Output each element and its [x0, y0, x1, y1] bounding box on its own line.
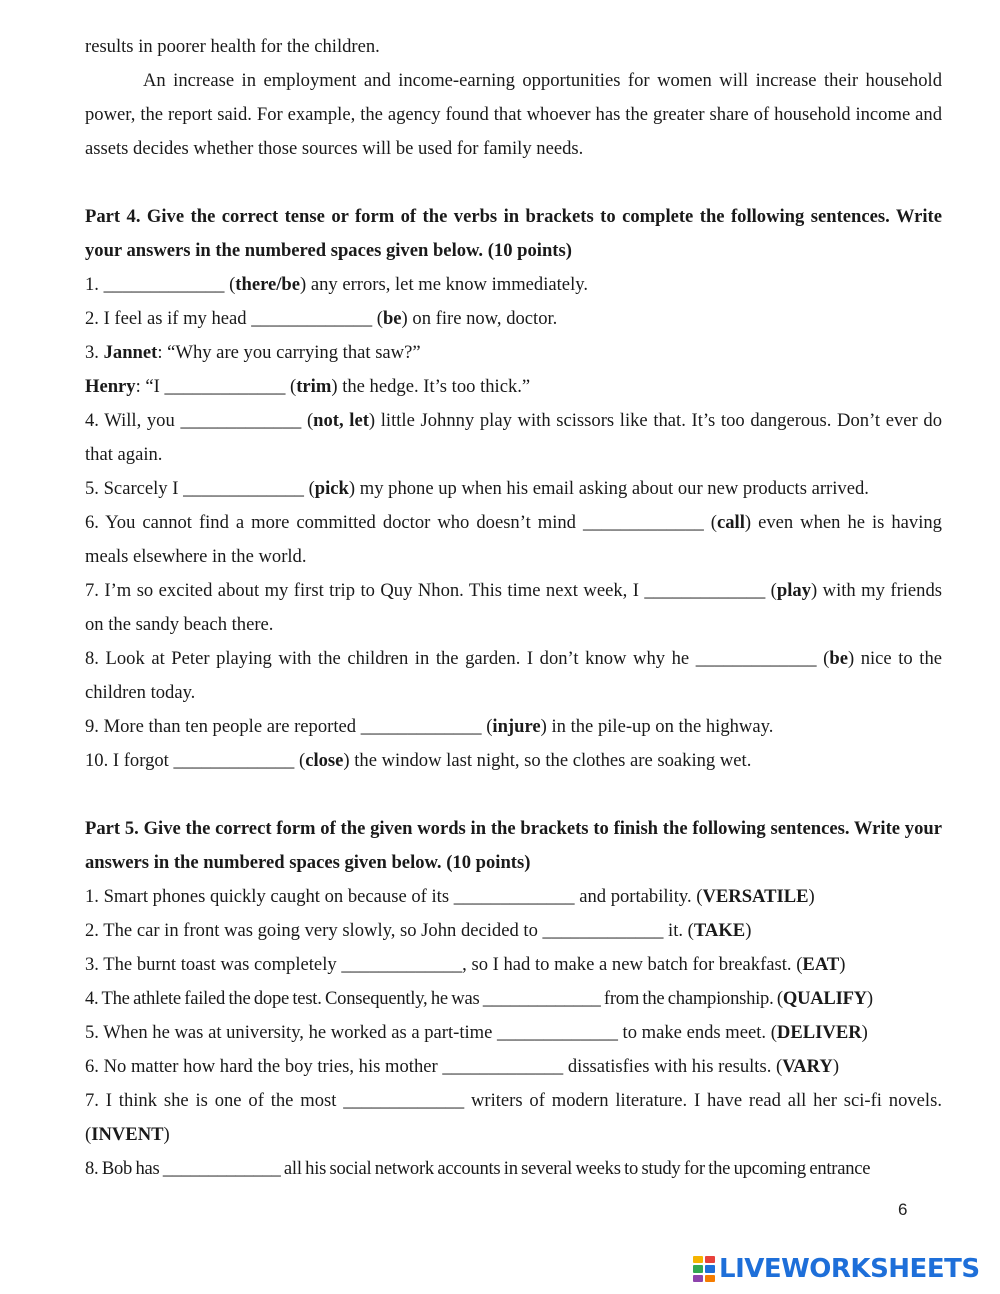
document-page	[85, 30, 942, 1186]
answer-blank[interactable]: _____________	[164, 376, 286, 397]
part5-item-4: 4. The athlete failed the dope test. Consequently, he was _____________ from the championship. (QUALIFY)	[85, 988, 873, 1009]
liveworksheets-icon	[693, 1256, 715, 1282]
verb-cue: close	[305, 750, 344, 771]
answer-blank[interactable]: _____________	[582, 512, 704, 533]
part5-item-5: 5. When he was at university, he worked as a part-time _____________ to make ends meet. (DELIVER)	[85, 1022, 868, 1043]
part5-item-2: 2. The car in front was going very slowly, so John decided to _____________ it. (TAKE)	[85, 920, 752, 941]
part4-heading: Part 4. Give the correct tense or form of the verbs in brackets to complete the following sentences. Write your answers in the numbered spaces given below. (10 points)	[85, 206, 942, 261]
part5-item-3: 3. The burnt toast was completely _____________, so I had to make a new batch for breakfast. (EAT)	[85, 954, 846, 975]
spacer	[85, 166, 942, 200]
answer-blank[interactable]: _____________	[341, 954, 463, 975]
part4-item-3-reply: Henry: “I _____________ (trim) the hedge. It’s too thick.”	[85, 376, 531, 397]
answer-blank[interactable]: _____________	[442, 1056, 564, 1077]
speaker-name: Jannet	[103, 342, 158, 363]
answer-blank[interactable]: _____________	[183, 478, 304, 499]
speaker-name: Henry	[85, 376, 136, 397]
answer-blank[interactable]: _____________	[162, 1158, 281, 1179]
answer-blank[interactable]: _____________	[482, 988, 601, 1009]
liveworksheets-logo[interactable]	[693, 1253, 980, 1285]
answer-blank[interactable]: _____________	[343, 1090, 465, 1111]
answer-blank[interactable]: _____________	[103, 274, 225, 295]
word-cue: INVENT	[91, 1124, 164, 1145]
verb-cue: play	[776, 580, 811, 601]
part5-list	[85, 880, 942, 1186]
word-cue: VARY	[782, 1056, 833, 1077]
answer-blank[interactable]: _____________	[173, 750, 295, 771]
answer-blank[interactable]: _____________	[360, 716, 482, 737]
page-number: 6	[898, 1200, 908, 1219]
answer-blank[interactable]: _____________	[542, 920, 664, 941]
word-cue: VERSATILE	[702, 886, 809, 907]
part4-item-9: 9. More than ten people are reported _____________ (injure) in the pile-up on the highway.	[85, 716, 774, 737]
part5-item-6: 6. No matter how hard the boy tries, his mother _____________ dissatisfies with his results. (VARY)	[85, 1056, 840, 1077]
part4-item-8: 8. Look at Peter playing with the children in the garden. I don’t know why he _____________ (be) nice to the children today.	[85, 648, 942, 703]
part5-item-8: 8. Bob has _____________ all his social network accounts in several weeks to study for the upcoming entrance	[85, 1158, 871, 1179]
word-cue: QUALIFY	[782, 988, 867, 1009]
answer-blank[interactable]: _____________	[453, 886, 575, 907]
part4-item-7: 7. I’m so excited about my first trip to Quy Nhon. This time next week, I _____________ (play) with my friends on the sandy beach there.	[85, 580, 943, 635]
part4-item-1: 1. _____________ (there/be) any errors, let me know immediately.	[85, 274, 588, 295]
brand-name: LIVEWORKSHEETS	[719, 1254, 980, 1284]
verb-cue: call	[717, 512, 745, 533]
part4-item-6: 6. You cannot find a more committed doctor who doesn’t mind _____________ (call) even when he is having meals elsewhere in the world.	[85, 512, 942, 567]
part4-item-4: 4. Will, you _____________ (not, let) little Johnny play with scissors like that. It’s too dangerous. Don’t ever do that again.	[85, 410, 943, 465]
verb-cue: be	[382, 308, 402, 329]
answer-blank[interactable]: _____________	[644, 580, 766, 601]
answer-blank[interactable]: _____________	[497, 1022, 618, 1043]
answer-blank[interactable]: _____________	[695, 648, 817, 669]
answer-blank[interactable]: _____________	[251, 308, 373, 329]
spacer	[85, 778, 942, 812]
part4-item-2: 2. I feel as if my head _____________ (be) on fire now, doctor.	[85, 308, 558, 329]
verb-cue: there/be	[235, 274, 301, 295]
part4-list	[85, 268, 942, 778]
word-cue: DELIVER	[776, 1022, 862, 1043]
intro-paragraph: An increase in employment and income-earning opportunities for women will increase their household power, the report said. For example, the agency found that whoever has the greater share of household income and assets decides whether those sources will be used for family needs.	[85, 70, 942, 159]
part4-item-3: 3. Jannet: “Why are you carrying that saw?”	[85, 342, 421, 363]
verb-cue: not, let	[313, 410, 369, 431]
verb-cue: injure	[492, 716, 541, 737]
part5-heading: Part 5. Give the correct form of the given words in the brackets to finish the following sentences. Write your answers in the numbered spaces given below. (10 points)	[85, 818, 942, 873]
part4-item-10: 10. I forgot _____________ (close) the window last night, so the clothes are soaking wet.	[85, 750, 752, 771]
answer-blank[interactable]: _____________	[180, 410, 302, 431]
part5-item-1: 1. Smart phones quickly caught on because of its _____________ and portability. (VERSATILE)	[85, 886, 815, 907]
verb-cue: be	[829, 648, 848, 669]
word-cue: EAT	[802, 954, 840, 975]
part4-item-5: 5. Scarcely I _____________ (pick) my phone up when his email asking about our new products arrived.	[85, 478, 869, 499]
intro-line: results in poorer health for the children.	[85, 36, 380, 57]
verb-cue: trim	[296, 376, 332, 397]
word-cue: TAKE	[693, 920, 746, 941]
part5-item-7: 7. I think she is one of the most _____________ writers of modern literature. I have read all her sci-fi novels. (INVENT)	[85, 1090, 942, 1145]
verb-cue: pick	[314, 478, 349, 499]
